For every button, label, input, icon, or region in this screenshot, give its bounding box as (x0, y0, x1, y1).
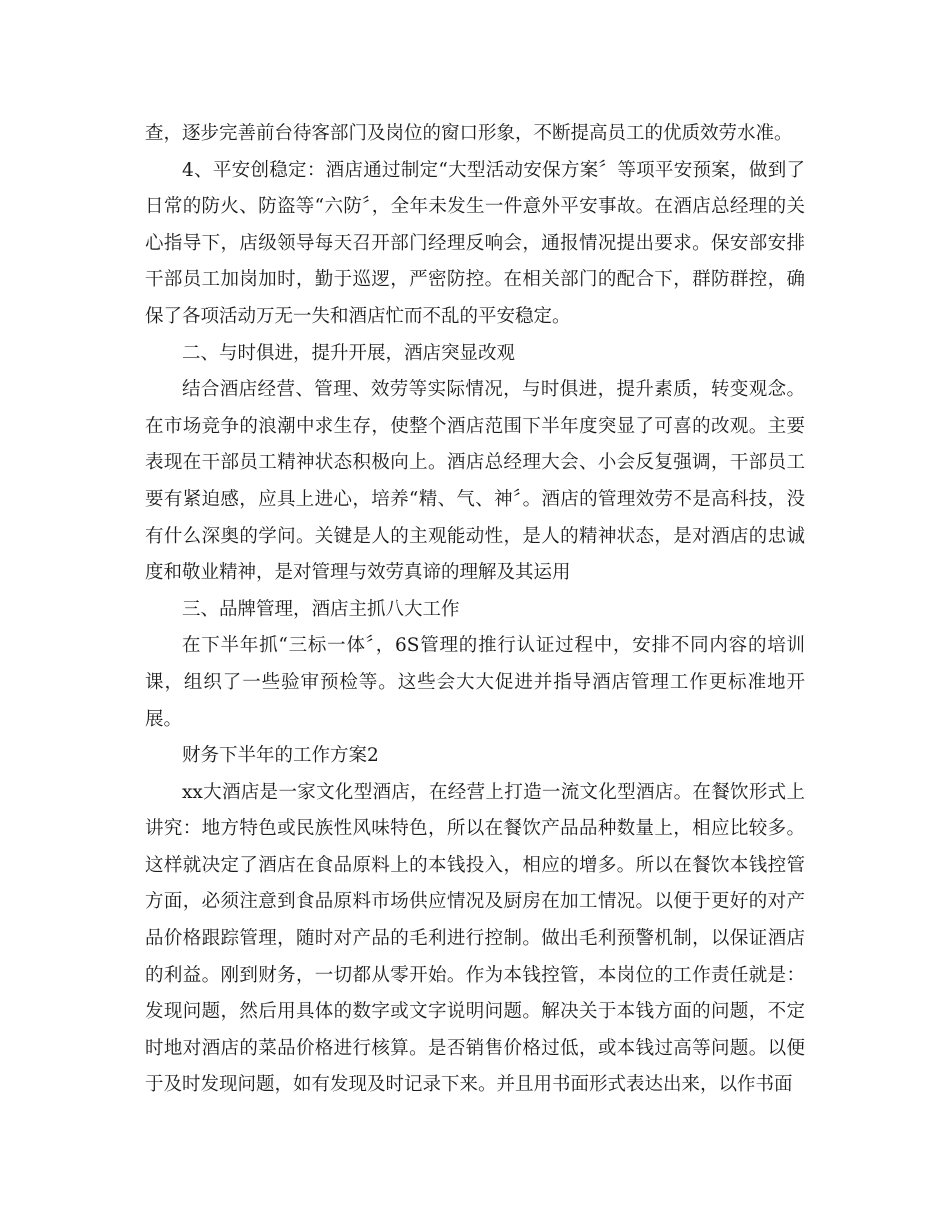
section-heading-2: 二、与时俱进，提升开展，酒店突显改观 (182, 342, 516, 364)
document-body (145, 116, 805, 1104)
paragraph-improvement: 结合酒店经营、管理、效劳等实际情况，与时俱进，提升素质，转变观念。在市场竞争的浪潮中求生存，使整个酒店范围下半年度突显了可喜的改观。主要表现在干部员工精神状态积极向上。酒店总经理大会、小会反复强调，干部员工要有紧迫感，应具上进心，培养“精、气、神〞。酒店的管理效劳不是高科技，没有什么深奥的学问。关键是人的主观能动性，是人的精神状态，是对酒店的忠诚度和敬业精神，是对管理与效劳真谛的理解及其运用 (145, 379, 805, 584)
document-subtitle: 财务下半年的工作方案2 (182, 745, 379, 767)
paragraph-brand-management: 在下半年抓“三标一体〞，6S管理的推行认证过程中，安排不同内容的培训课，组织了一些验审预检等。这些会大大促进并指导酒店管理工作更标准地开展。 (145, 635, 805, 730)
section-heading-3: 三、品牌管理，酒店主抓八大工作 (182, 598, 460, 620)
paragraph-safety-stability: 4、平安创稳定：酒店通过制定“大型活动安保方案〞等项平安预案，做到了日常的防火、防盗等“六防〞，全年未发生一件意外平安事故。在酒店总经理的关心指导下，店级领导每天召开部门经理反响会，通报情况提出要求。保安部安排干部员工加岗加时，勤于巡逻，严密防控。在相关部门的配合下，群防群控，确保了各项活动万无一失和酒店忙而不乱的平安稳定。 (145, 159, 805, 327)
paragraph-continuation: 查，逐步完善前台待客部门及岗位的窗口形象，不断提高员工的优质效劳水准。 (145, 123, 793, 144)
paragraph-cost-control: xx大酒店是一家文化型酒店，在经营上打造一流文化型酒店。在餐饮形式上讲究：地方特色或民族性风味特色，所以在餐饮产品品种数量上，相应比较多。这样就决定了酒店在食品原料上的本钱投入，相应的增多。所以在餐饮本钱控管方面，必须注意到食品原料市场供应情况及厨房在加工情况。以便于更好的对产品价格跟踪管理，随时对产品的毛利进行控制。做出毛利预警机制，以保证酒店的利益。刚到财务，一切都从零开始。作为本钱控管，本岗位的工作责任就是：发现问题，然后用具体的数字或文字说明问题。解决关于本钱方面的问题，不定时地对酒店的菜品价格进行核算。是否销售价格过低，或本钱过高等问题。以便于及时发现问题，如有发现及时记录下来。并且用书面形式表达出来，以作书面 (145, 781, 805, 1096)
